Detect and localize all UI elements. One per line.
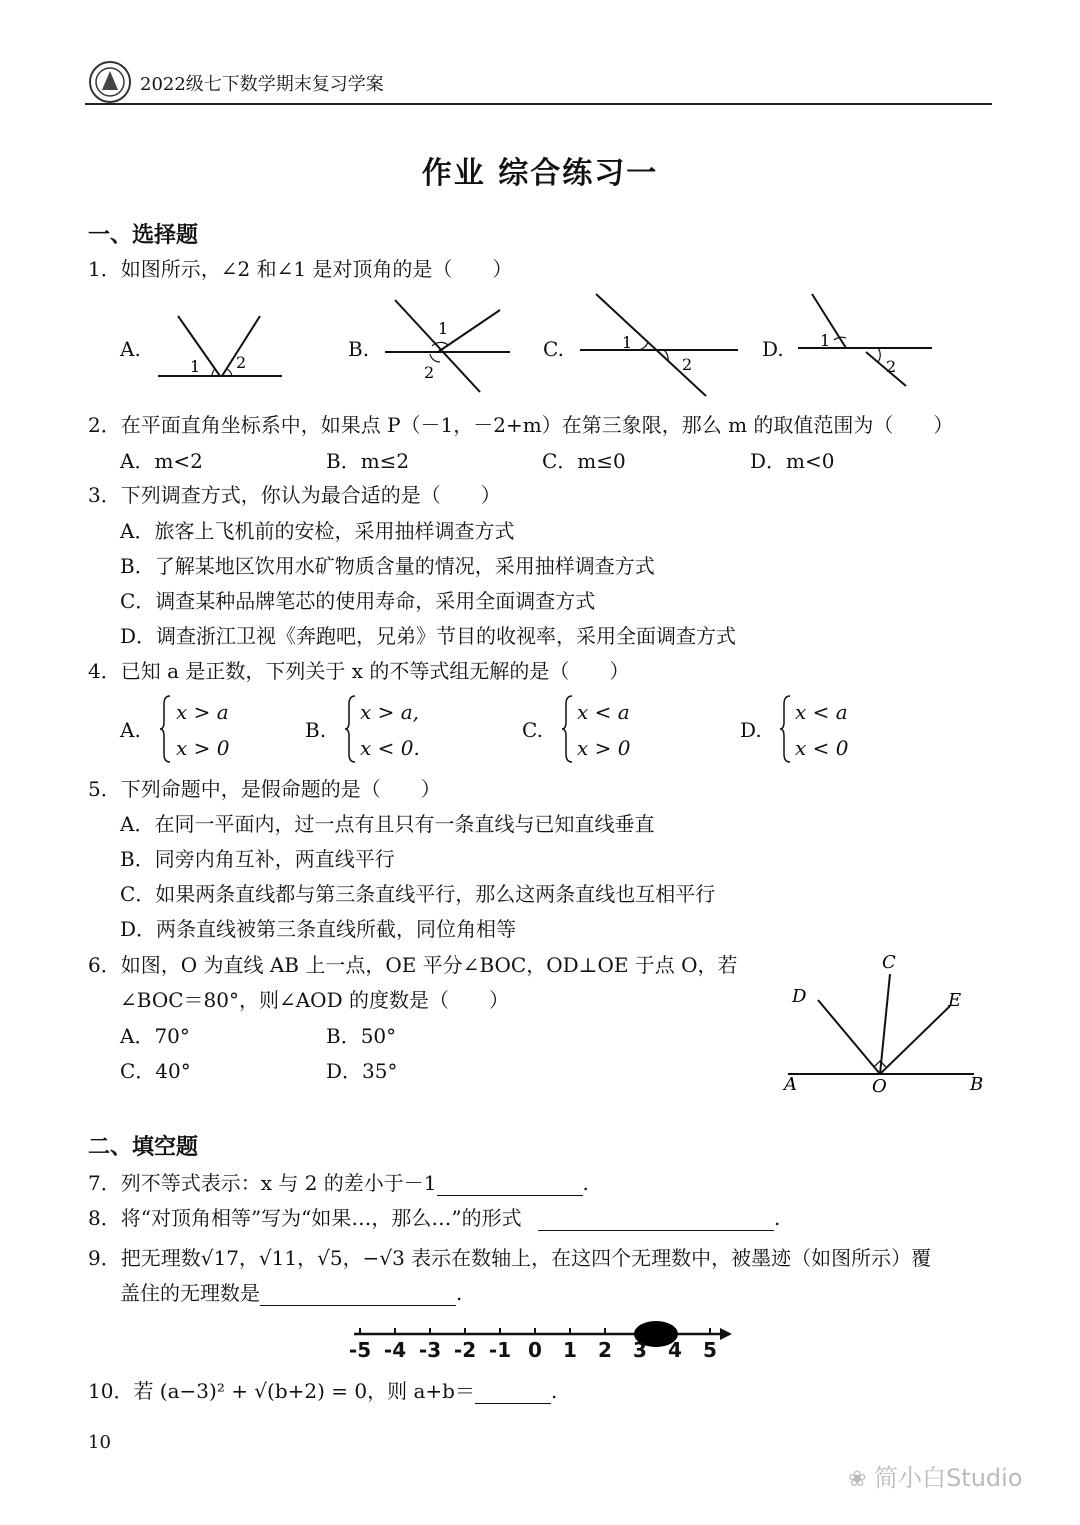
q4-label-b: B. bbox=[305, 718, 327, 742]
number-line-label: -2 bbox=[453, 1338, 477, 1362]
q3-option-c: C．调查某种品牌笔芯的使用寿命，采用全面调查方式 bbox=[120, 589, 596, 613]
q6-stem-line1: 6．如图，O 为直线 AB 上一点，OE 平分∠BOC，OD⊥OE 于点 O，若 bbox=[88, 953, 738, 977]
q4d-ineq-1: x < a bbox=[795, 700, 848, 724]
number-line-label: -4 bbox=[383, 1338, 407, 1362]
q4b-ineq-1: x > a, bbox=[360, 700, 420, 724]
q3-option-a: A．旅客上飞机前的安检，采用抽样调查方式 bbox=[120, 519, 515, 543]
q5-option-a: A．在同一平面内，过一点有且只有一条直线与已知直线垂直 bbox=[120, 812, 655, 836]
q6-stem-line2: ∠BOC＝80°，则∠AOD 的度数是（ ） bbox=[120, 988, 509, 1012]
page-number: 10 bbox=[88, 1432, 111, 1453]
number-line-label: 5 bbox=[703, 1338, 717, 1362]
q1a-label-2: 2 bbox=[236, 353, 247, 372]
q1b-label-1: 1 bbox=[438, 319, 449, 338]
number-line-label: 3 bbox=[633, 1338, 647, 1362]
q1c-label-1: 1 bbox=[622, 333, 633, 352]
q6-label-d: D bbox=[792, 986, 807, 1007]
wechat-icon: ❀ bbox=[848, 1467, 867, 1492]
q4-brace-a bbox=[160, 694, 172, 764]
q10 bbox=[88, 1378, 557, 1404]
section-choice: 一、选择题 bbox=[88, 223, 199, 248]
number-line-label: 1 bbox=[563, 1338, 577, 1362]
q6-label-b: B bbox=[970, 1074, 984, 1095]
q9-text: 盖住的无理数是 bbox=[120, 1281, 260, 1305]
q6-option-b: B．50° bbox=[326, 1024, 397, 1048]
q4-brace-d bbox=[780, 694, 792, 764]
q1-option-b: B. bbox=[348, 337, 370, 361]
q5-option-b: B．同旁内角互补，两直线平行 bbox=[120, 847, 395, 871]
q3-option-b: B．了解某地区饮用水矿物质含量的情况，采用抽样调查方式 bbox=[120, 554, 655, 578]
number-line-label: 0 bbox=[528, 1338, 542, 1362]
header-title: 2022级七下数学期末复习学案 bbox=[140, 74, 384, 95]
q4-system-d bbox=[795, 694, 848, 766]
q8-end: . bbox=[773, 1206, 781, 1230]
q2-option-c: C．m≤0 bbox=[542, 449, 626, 473]
q4c-ineq-1: x < a bbox=[577, 700, 630, 724]
watermark bbox=[848, 1458, 1023, 1493]
q1-option-c: C. bbox=[543, 337, 564, 361]
q3-stem: 3．下列调查方式，你认为最合适的是（ ） bbox=[88, 483, 501, 507]
q4-brace-b bbox=[345, 694, 357, 764]
q7-answer-blank[interactable] bbox=[437, 1175, 583, 1196]
q7 bbox=[88, 1170, 589, 1196]
q10-end: . bbox=[550, 1379, 558, 1403]
q10-answer-blank[interactable] bbox=[475, 1383, 551, 1404]
q4-system-a bbox=[176, 694, 229, 766]
q5-option-c: C．如果两条直线都与第三条直线平行，那么这两条直线也互相平行 bbox=[120, 882, 716, 906]
q4-system-b bbox=[360, 694, 420, 766]
q1d-label-2: 2 bbox=[886, 357, 897, 376]
q9-end: . bbox=[456, 1281, 463, 1305]
q1-figure-b bbox=[380, 292, 515, 397]
q8-answer-blank[interactable] bbox=[538, 1210, 774, 1231]
q1b-label-2: 2 bbox=[424, 363, 435, 382]
q5-stem: 5．下列命题中，是假命题的是（ ） bbox=[88, 777, 441, 801]
q6-label-a: A bbox=[784, 1074, 797, 1095]
q4-label-a: A. bbox=[120, 718, 141, 742]
q8 bbox=[88, 1205, 780, 1231]
q1d-label-1: 1 bbox=[820, 331, 831, 350]
number-line-label: -5 bbox=[348, 1338, 372, 1362]
q1-figure-a bbox=[150, 300, 290, 385]
q9-line1: 9．把无理数√17，√11，√5，−√3 表示在数轴上，在这四个无理数中，被墨迹（如图所示）覆 bbox=[88, 1246, 932, 1270]
q1-option-d: D. bbox=[762, 337, 784, 361]
q4d-ineq-2: x < 0 bbox=[795, 736, 849, 760]
q6-figure bbox=[778, 948, 993, 1098]
page-title: 作业 综合练习一 bbox=[421, 156, 659, 191]
q1c-label-2: 2 bbox=[682, 355, 693, 374]
q5-option-d: D．两条直线被第三条直线所截，同位角相等 bbox=[120, 917, 517, 941]
q1a-label-1: 1 bbox=[190, 357, 201, 376]
q3-option-d: D．调查浙江卫视《奔跑吧，兄弟》节目的收视率，采用全面调查方式 bbox=[120, 624, 737, 648]
q4c-ineq-2: x > 0 bbox=[577, 736, 631, 760]
q6-option-a: A．70° bbox=[120, 1024, 190, 1048]
section-fill: 二、填空题 bbox=[88, 1135, 199, 1160]
number-line-label: -1 bbox=[488, 1338, 512, 1362]
q4-label-d: D. bbox=[740, 718, 762, 742]
q1-option-a: A. bbox=[120, 337, 141, 361]
q6-option-c: C．40° bbox=[120, 1059, 191, 1083]
q1-figure-c bbox=[576, 290, 741, 400]
q9-answer-blank[interactable] bbox=[260, 1285, 456, 1306]
q4-stem: 4．已知 a 是正数，下列关于 x 的不等式组无解的是（ ） bbox=[88, 659, 630, 683]
q2-option-b: B．m≤2 bbox=[326, 449, 410, 473]
q9-line2 bbox=[120, 1280, 462, 1306]
header-rule bbox=[85, 103, 992, 105]
number-line-label: 4 bbox=[668, 1338, 682, 1362]
q7-end: . bbox=[582, 1171, 589, 1195]
q6-label-o: O bbox=[872, 1076, 887, 1097]
number-line-label: 2 bbox=[598, 1338, 612, 1362]
number-line-label: -3 bbox=[418, 1338, 442, 1362]
q1-stem: 1．如图所示，∠2 和∠1 是对顶角的是（ ） bbox=[88, 257, 513, 281]
q2-option-a: A．m<2 bbox=[120, 449, 203, 473]
school-logo bbox=[88, 60, 132, 104]
q10-text: 10．若 (a−3)² + √(b+2) = 0，则 a+b＝ bbox=[88, 1379, 475, 1403]
q6-option-d: D．35° bbox=[326, 1059, 398, 1083]
q2-option-d: D．m<0 bbox=[750, 449, 835, 473]
q4-brace-c bbox=[562, 694, 574, 764]
q6-label-e: E bbox=[948, 990, 962, 1011]
q1-figure-d bbox=[796, 290, 936, 390]
q7-text: 7．列不等式表示：x 与 2 的差小于－1 bbox=[88, 1171, 437, 1195]
q4b-ineq-2: x < 0. bbox=[360, 736, 420, 760]
q4-system-c bbox=[577, 694, 630, 766]
watermark-text: 简小白Studio bbox=[874, 1464, 1023, 1492]
q4a-ineq-1: x > a bbox=[176, 700, 229, 724]
q4-label-c: C. bbox=[522, 718, 543, 742]
q8-text: 8．将“对顶角相等”写为“如果…，那么…”的形式 bbox=[88, 1206, 522, 1230]
q6-label-c: C bbox=[882, 952, 896, 973]
q4a-ineq-2: x > 0 bbox=[176, 736, 230, 760]
q2-stem: 2．在平面直角坐标系中，如果点 P（－1，－2+m）在第三象限，那么 m 的取值范围为（ ） bbox=[88, 413, 954, 437]
